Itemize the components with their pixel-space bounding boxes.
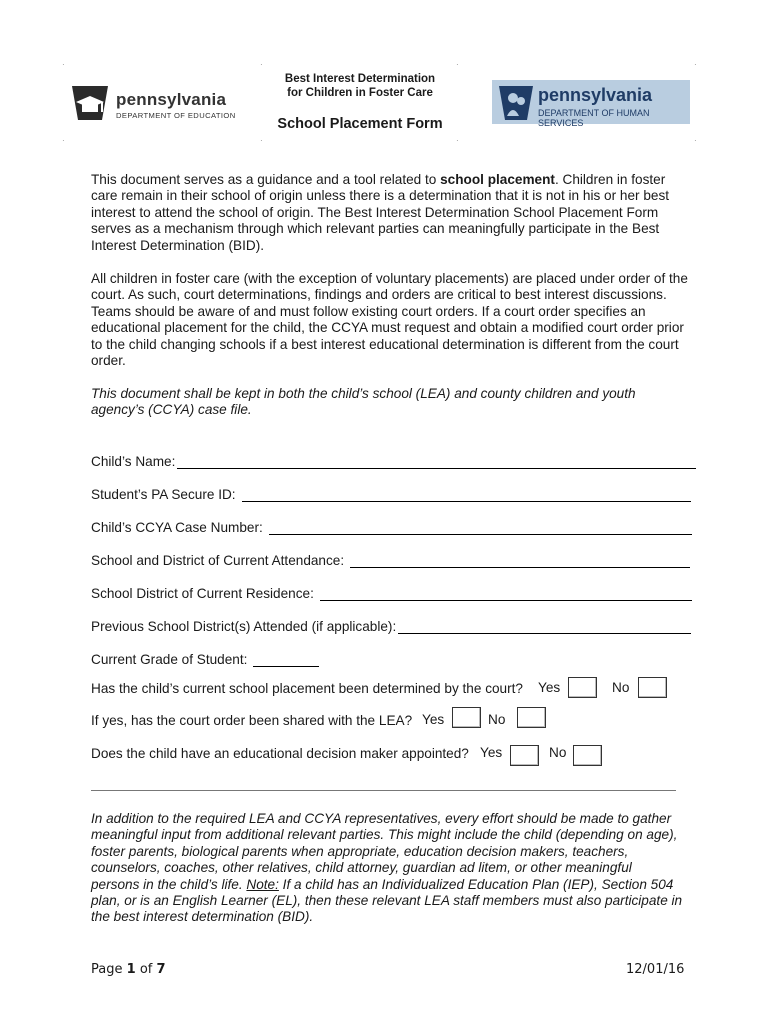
grade-label: Current Grade of Student: <box>91 652 248 667</box>
current-residence-input[interactable] <box>320 586 692 601</box>
pa-secure-id-input[interactable] <box>242 487 691 502</box>
decision-maker-yes-checkbox[interactable] <box>510 745 539 766</box>
previous-districts-field <box>91 614 691 634</box>
revision-date: 12/01/16 <box>626 962 685 977</box>
no-label: No <box>488 712 506 727</box>
pa-secure-id-field <box>91 482 691 502</box>
yes-label: Yes <box>480 745 503 760</box>
crop-mark: · <box>694 60 697 69</box>
no-label: No <box>549 745 567 760</box>
court-determined-no-checkbox[interactable] <box>638 677 667 698</box>
question-court-order-shared <box>91 709 412 731</box>
current-attendance-field <box>91 548 690 568</box>
ccya-case-field <box>91 515 692 535</box>
header-title-line1: Best Interest Determination <box>284 73 436 85</box>
grade-input[interactable] <box>253 652 319 667</box>
previous-districts-label: Previous School District(s) Attended (if applicable): <box>91 619 397 634</box>
school-placement-emphasis: school placement <box>440 172 555 187</box>
keystone-icon <box>68 80 112 124</box>
childs-name-label: Child’s Name: <box>91 454 176 469</box>
note-label: Note: <box>246 876 279 892</box>
childs-name-field <box>91 449 696 469</box>
grade-field <box>91 647 319 667</box>
ccya-case-input[interactable] <box>269 520 692 535</box>
intro-paragraph-2: All children in foster care (with the exception of voluntary placements) are placed under order of the court. As such, court determinations, findings and orders are critical to best interest discussions. Teams should be aware of and must follow existing court orders. If a court order specifies an educational placement for the child, the CCYA must request and obtain a modified court order prior to the child changing schools if a best interest educational determination is different from the court order. <box>91 271 688 369</box>
crop-mark: · <box>456 60 459 69</box>
dhs-logo-sub: DEPARTMENT OF HUMAN SERVICES <box>538 108 650 128</box>
question-court-determined <box>91 677 523 699</box>
family-icon <box>496 82 536 122</box>
no-label: No <box>612 680 630 695</box>
crop-mark: · <box>694 136 697 145</box>
page-number: Page 1 of 7 <box>91 962 166 977</box>
pde-logo-name: pennsylvania <box>116 90 227 109</box>
crop-mark: · <box>456 136 459 145</box>
dhs-logo <box>492 80 690 128</box>
current-attendance-input[interactable] <box>350 553 690 568</box>
previous-districts-input[interactable] <box>398 619 691 634</box>
dhs-logo-name: pennsylvania <box>538 85 653 105</box>
crop-mark: · <box>260 136 263 145</box>
question-decision-maker-text: Does the child have an educational decision maker appointed? <box>91 745 469 761</box>
ccya-case-label: Child’s CCYA Case Number: <box>91 520 263 535</box>
crop-mark: · <box>62 136 65 145</box>
pde-logo <box>68 78 238 126</box>
question-decision-maker <box>91 742 469 764</box>
childs-name-input[interactable] <box>177 454 696 469</box>
pa-secure-id-label: Student’s PA Secure ID: <box>91 487 236 502</box>
court-determined-yes-checkbox[interactable] <box>568 677 597 698</box>
section-divider <box>91 790 676 791</box>
participants-note: In addition to the required LEA and CCYA representatives, every effort should be made to gather meaningful input from additional relevant parties. This might include the child (depending on age), foster parents, biological parents when appropriate, education decision makers, teachers, counselors, coaches, other relatives, child attorney, guardian ad litem, or other meaningful persons in the child’s life. Note: If a child has an Individualized Education Plan (IEP), Section 504 plan, or is an English Learner (EL), then these relevant LEA staff members must also participate in the best interest determination (BID). <box>91 811 683 925</box>
court-order-shared-yes-checkbox[interactable] <box>452 707 481 728</box>
decision-maker-no-checkbox[interactable] <box>573 745 602 766</box>
pde-logo-sub: DEPARTMENT OF EDUCATION <box>116 111 236 120</box>
question-court-determined-text: Has the child’s current school placement been determined by the court? <box>91 680 523 696</box>
intro-paragraph-1: This document serves as a guidance and a tool related to school placement. Children in foster care remain in their school of origin unless there is a determination that it is not in his or her best interest to attend the school of origin. The Best Interest Determination School Placement Form serves as a mechanism through which relevant parties can meaningfully participate in the Best Interest Determination (BID). <box>91 172 670 253</box>
crop-mark: · <box>62 60 65 69</box>
crop-mark: · <box>260 60 263 69</box>
question-court-order-shared-text: If yes, has the court order been shared with the LEA? <box>91 712 413 728</box>
form-title: School Placement Form <box>277 116 443 132</box>
header-title-line2: for Children in Foster Care <box>287 87 433 99</box>
header-title <box>260 72 460 100</box>
yes-label: Yes <box>538 680 561 695</box>
intro-paragraph-3: This document shall be kept in both the child’s school (LEA) and county children and youth agency’s (CCYA) case file. <box>91 386 636 418</box>
court-order-shared-no-checkbox[interactable] <box>517 707 546 728</box>
current-residence-field <box>91 581 692 601</box>
current-residence-label: School District of Current Residence: <box>91 586 314 601</box>
current-attendance-label: School and District of Current Attendance: <box>91 553 345 568</box>
yes-label: Yes <box>422 712 445 727</box>
